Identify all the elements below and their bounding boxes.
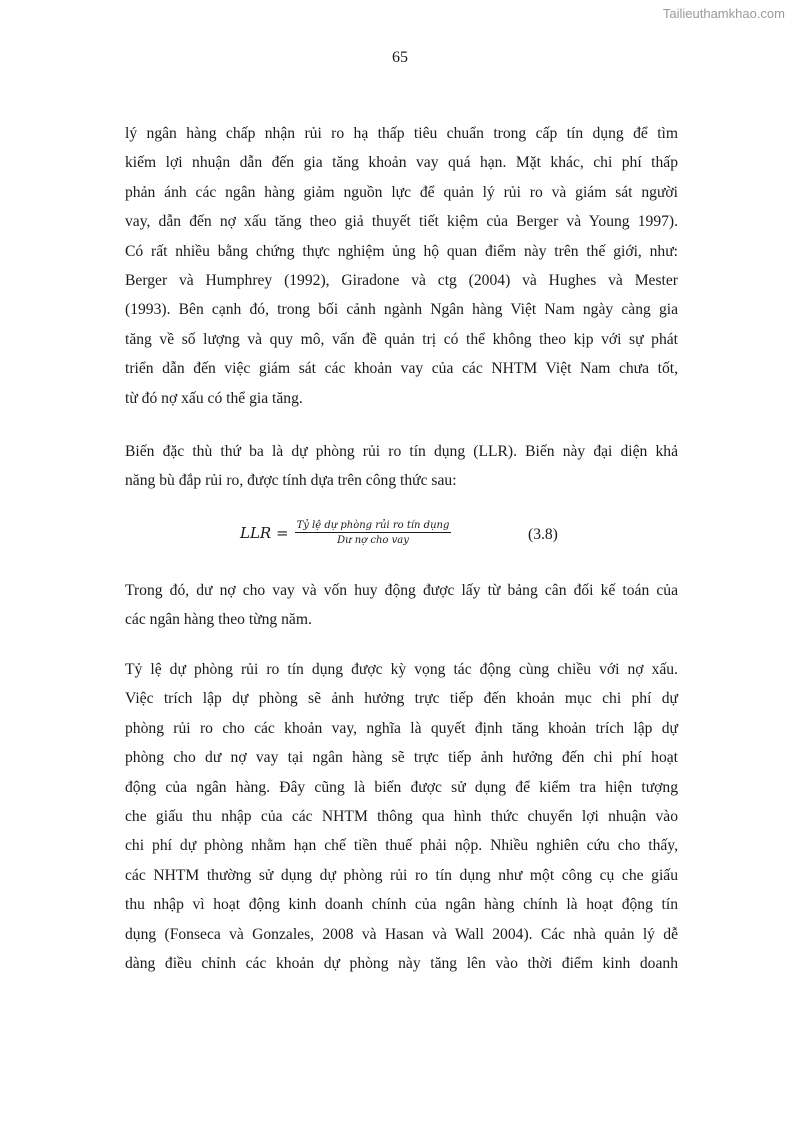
text-line: động của ngân hàng. Đây cũng là biến được sử dụng để kiểm tra hiện tượng xyxy=(125,778,678,796)
text-line: các ngân hàng theo từng năm. xyxy=(125,611,312,629)
text-line: chi phí dự phòng nhằm hạn chế tiền thuế phải nộp. Nhiều nghiên cứu cho thấy, xyxy=(125,837,678,855)
text-line: năng bù đắp rủi ro, được tính dựa trên công thức sau: xyxy=(125,472,457,490)
formula-numerator: Tỷ lệ dự phòng rủi ro tín dụng xyxy=(296,520,450,531)
text-line: che giấu thu nhập của các NHTM thông qua hình thức chuyển lợi nhuận vào xyxy=(125,808,678,826)
text-line: tăng về số lượng và quy mô, vấn đề quản trị có thể không theo kịp với sự phát xyxy=(125,330,678,348)
text-line: kiếm lợi nhuận dẫn đến gia tăng khoản vay quá hạn. Mặt khác, chi phí thấp xyxy=(125,154,678,172)
equation-number: (3.8) xyxy=(528,526,558,543)
text-line: Tỷ lệ dự phòng rủi ro tín dụng được kỳ vọng tác động cùng chiều với nợ xấu. xyxy=(125,661,678,678)
llr-formula xyxy=(240,520,451,546)
paragraph-formula-note xyxy=(125,576,678,635)
text-line: Việc trích lập dự phòng sẽ ảnh hưởng trực tiếp đến khoản mục chi phí dự xyxy=(125,690,678,708)
text-line: phòng cho dư nợ vay tại ngân hàng sẽ trực tiếp ảnh hưởng đến chi phí hoạt xyxy=(125,749,678,767)
text-line: dụng (Fonseca và Gonzales, 2008 và Hasan và Wall 2004). Các nhà quản lý dễ xyxy=(125,925,678,943)
text-line: từ đó nợ xấu có thể gia tăng. xyxy=(125,389,303,407)
text-line: các NHTM thường sử dụng dự phòng rủi ro tín dụng như một công cụ che giấu xyxy=(125,866,678,884)
formula-lhs: LLR = xyxy=(240,524,289,542)
paragraph-llr-definition xyxy=(125,437,678,496)
paragraph-bad-management xyxy=(125,119,678,413)
formula-fraction xyxy=(295,520,452,546)
text-line: triển dẫn đến việc giám sát các khoản vay của các NHTM Việt Nam chưa tốt, xyxy=(125,360,678,378)
text-line: Biến đặc thù thứ ba là dự phòng rủi ro tín dụng (LLR). Biến này đại diện khả xyxy=(125,443,678,460)
text-line: Berger và Humphrey (1992), Giradone và ctg (2004) và Hughes và Mester xyxy=(125,272,678,290)
page-number: 65 xyxy=(392,49,408,66)
watermark-text: Tailieuthamkhao.com xyxy=(662,6,785,21)
text-line: vay, dẫn đến nợ xấu tăng theo giả thuyết tiết kiệm của Berger và Young 1997). xyxy=(125,213,678,231)
text-line: Có rất nhiều bằng chứng thực nghiệm ủng hộ quan điểm này trên thế giới, như: xyxy=(125,242,678,260)
text-line: dàng điều chỉnh các khoản dự phòng này tăng lên vào thời điểm kinh doanh xyxy=(125,955,678,973)
formula-denominator: Dư nợ cho vay xyxy=(337,535,409,546)
text-line: (1993). Bên cạnh đó, trong bối cảnh ngành Ngân hàng Việt Nam ngày càng gia xyxy=(125,301,678,319)
text-line: thu nhập vì hoạt động kinh doanh chính của ngân hàng chính là hoạt động tín xyxy=(125,896,678,914)
text-line: phản ánh các ngân hàng giảm nguồn lực để quản lý rủi ro và giám sát người xyxy=(125,183,678,201)
text-line: phòng rủi ro cho các khoản vay, nghĩa là quyết định tăng khoản trích lập dự xyxy=(125,719,678,737)
text-line: lý ngân hàng chấp nhận rủi ro hạ thấp tiêu chuẩn trong cấp tín dụng để tìm xyxy=(125,125,678,142)
paragraph-provision-expectation xyxy=(125,655,678,978)
text-line: Trong đó, dư nợ cho vay và vốn huy động được lấy từ bảng cân đối kế toán của xyxy=(125,582,678,599)
